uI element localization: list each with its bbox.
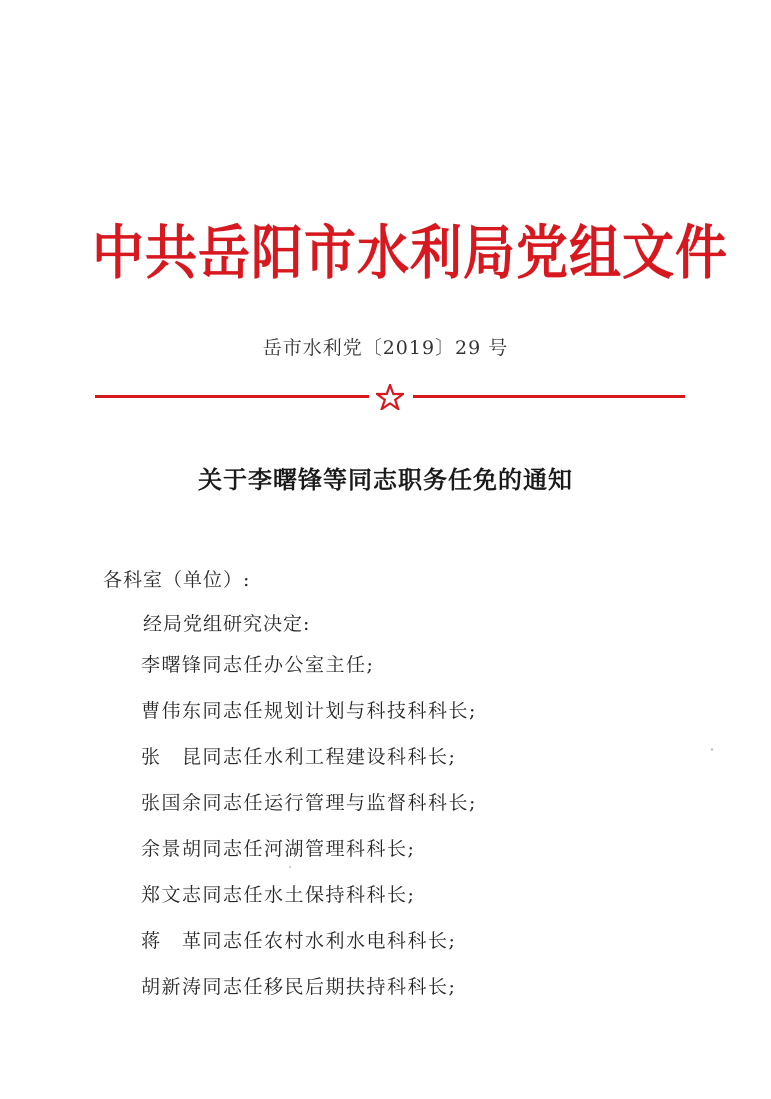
document-header-title: 中共岳阳市水利局党组文件 (92, 219, 729, 288)
appointment-item: 张 昆同志任水利工程建设科科长; (141, 746, 457, 768)
appointment-item: 郑文志同志任水土保持科科长; (141, 884, 416, 906)
appointment-item: 张国余同志任运行管理与监督科科长; (141, 792, 477, 814)
header-divider (95, 384, 685, 410)
appointment-item: 胡新涛同志任移民后期扶持科科长; (141, 976, 457, 998)
star-icon (376, 384, 404, 410)
appointment-item: 曹伟东同志任规划计划与科技科科长; (141, 700, 477, 722)
document-number: 岳市水利党〔2019〕29 号 (262, 337, 509, 359)
addressee: 各科室（单位）: (103, 569, 251, 591)
appointment-list (141, 652, 477, 1020)
scan-speck (711, 748, 713, 751)
appointment-item: 蒋 革同志任农村水利水电科科长; (141, 930, 457, 952)
appointment-item: 李曙锋同志任办公室主任; (141, 654, 375, 676)
divider-line-right (413, 395, 685, 398)
scan-speck (289, 866, 291, 868)
appointment-item: 余景胡同志任河湖管理科科长; (141, 838, 416, 860)
divider-line-left (95, 395, 369, 398)
notice-title: 关于李曙锋等同志职务任免的通知 (198, 465, 573, 494)
decision-intro: 经局党组研究决定: (143, 613, 311, 635)
